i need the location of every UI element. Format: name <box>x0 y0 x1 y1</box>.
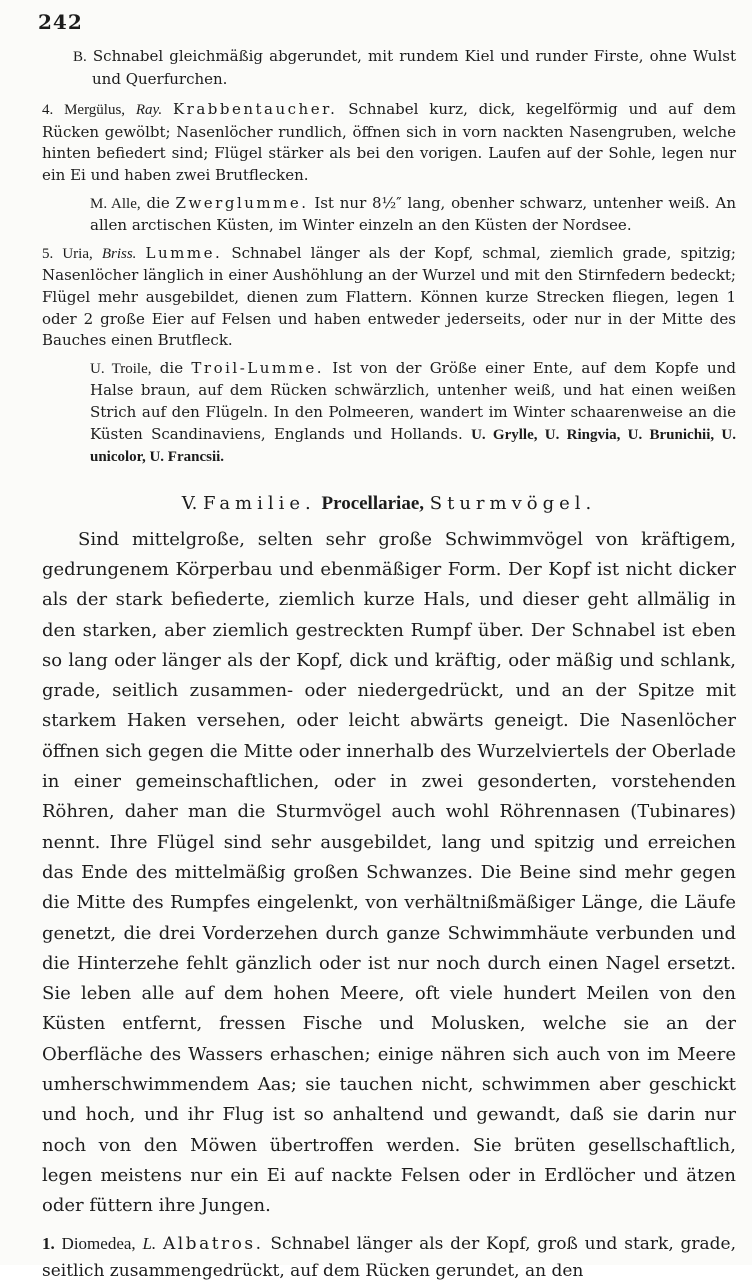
species-common-name: Zwerglumme. <box>175 193 309 212</box>
genus-number: 4. <box>42 102 54 119</box>
species-description: Ist nur 8½″ lang, obenher schwarz, untenher weiß. An allen arctischen Küsten, im Winter einzeln an den Küsten der Nordsee. <box>90 193 736 235</box>
genus-entry-uria <box>42 243 736 352</box>
genus-description: Schnabel länger als der Kopf, groß und stark, grade, seitlich zusammengedrückt, auf dem Rücken gerundet, an den <box>42 1233 737 1281</box>
genus-author: L. <box>142 1233 157 1253</box>
species-name: U. Troile, <box>90 360 152 377</box>
species-article: die <box>159 358 184 377</box>
species-description: Ist von der Größe einer Ente, auf dem Kopfe und Halse braun, auf dem Rücken schwärzlich, untenher weiß, und hat einen weißen Strich auf den Flügeln. In den Polmeeren, wandert im Winter schaarenweise an die Küsten Scandinaviens, Englands und Hollands. <box>90 358 736 443</box>
family-german-name: Sturmvögel. <box>429 492 597 514</box>
species-article: die <box>146 193 170 212</box>
genus-description: Schnabel länger als der Kopf, schmal, ziemlich grade, spitzig; Nasenlöcher länglich in einer Aushöhlung an der Wurzel und mit den Stirnfedern bedeckt; Flügel mehr ausgebildet, dienen zum Flattern. Können kurze Strecken fliegen, legen 1 oder 2 große Eier auf Felsen und haben entweder jederseits, oder nur in der Mitte des Bauches einen Brutfleck. <box>42 243 736 350</box>
genus-author: Briss. <box>101 245 137 262</box>
species-name: M. Alle, <box>90 195 141 212</box>
species-entry-troile <box>42 358 736 469</box>
genus-number: 5. <box>42 245 54 262</box>
section-b-letter: B. <box>73 49 87 65</box>
family-description: Sind mittelgroße, selten sehr große Schwimmvögel von kräftigem, gedrungenem Körperbau und ebenmäßiger Form. Der Kopf ist nicht dicker als der stark befiederte, ziemlich kurze Hals, und dieser geht allmälig in den starken, aber ziemlich gestreckten Rumpf über. Der Schnabel ist eben so lang oder länger als der Kopf, dick und kräftig, oder mäßig und schlank, grade, seitlich zusammen- oder niedergedrückt, und an der Spitze mit starkem Haken versehen, oder leicht abwärts geneigt. Die Nasenlöcher öffnen sich gegen die Mitte oder innerhalb des Wurzelviertels der Oberlade in einer gemeinschaftlichen, oder in zwei gesonderten, vorstehenden Röhren, daher man die Sturmvögel auch wohl Röhrennasen (Tubinares) nennt. Ihre Flügel sind sehr ausgebildet, lang und spitzig und erreichen das Ende des mittelmäßig großen Schwanzes. Die Beine sind mehr gegen die Mitte des Rumpfes eingelenkt, von verhältnißmäßiger Länge, die Läufe genetzt, die drei Vorderzehen durch ganze Schwimmhäute verbunden und die Hinterzehe fehlt gänzlich oder ist nur noch durch einen Nagel ersetzt. Sie leben alle auf dem hohen Meere, oft viele hundert Meilen von den Küsten entfernt, fressen Fische und Molusken, welche sie an der Oberfläche des Wassers erhaschen; einige nähren sich auch von im Meere umherschwimmendem Aas; sie tauchen nicht, schwimmen aber geschickt und hoch, und ihr Flug ist so anhaltend und gewandt, daß sie darin nur noch von den Möwen übertroffen werden. Sie brüten gesellschaftlich, legen meistens nur ein Ei auf nackte Felsen oder in Erdlöcher und ätzen oder füttern ihre Jungen. <box>42 528 736 1217</box>
genus-name: Diomedea, <box>61 1233 136 1253</box>
species-common-name: Troil-Lumme. <box>191 358 324 377</box>
genus-common-name: Albatros. <box>162 1233 264 1254</box>
related-species-list: U. Grylle, U. Ringvia, U. Brunichii, U. unicolor, U. Francsii. <box>90 426 736 466</box>
genus-number: 1. <box>42 1233 55 1253</box>
genus-common-name: Krabbentaucher. <box>172 100 338 119</box>
family-number: V. <box>181 492 198 514</box>
genus-entry-mergulus <box>42 99 736 186</box>
species-entry-alle <box>42 193 736 237</box>
genus-entry-diomedea <box>42 1230 736 1285</box>
section-b-text: Schnabel gleichmäßig abgerundet, mit rundem Kiel und runder Firste, ohne Wulst und Querfurchen. <box>92 47 736 88</box>
genus-description: Schnabel kurz, dick, kegelförmig und auf dem Rücken gewölbt; Nasenlöcher rundlich, öffnen sich in vorn nackten Nasengruben, welche hinten befiedert sind; Flügel stärker als bei den vorigen. Laufen auf der Sohle, legen nur ein Ei und haben zwei Brutflecken. <box>42 100 736 184</box>
genus-author: Ray. <box>135 102 163 119</box>
genus-common-name: Lumme. <box>145 243 223 262</box>
section-b-paragraph <box>42 46 736 90</box>
family-heading <box>42 493 736 515</box>
genus-name: Uria, <box>62 245 93 262</box>
genus-name: Mergülus, <box>64 102 126 119</box>
family-latin-name: Procellariae, <box>321 492 425 514</box>
family-word: Familie. <box>203 492 316 514</box>
page-number: 242 <box>38 10 83 34</box>
